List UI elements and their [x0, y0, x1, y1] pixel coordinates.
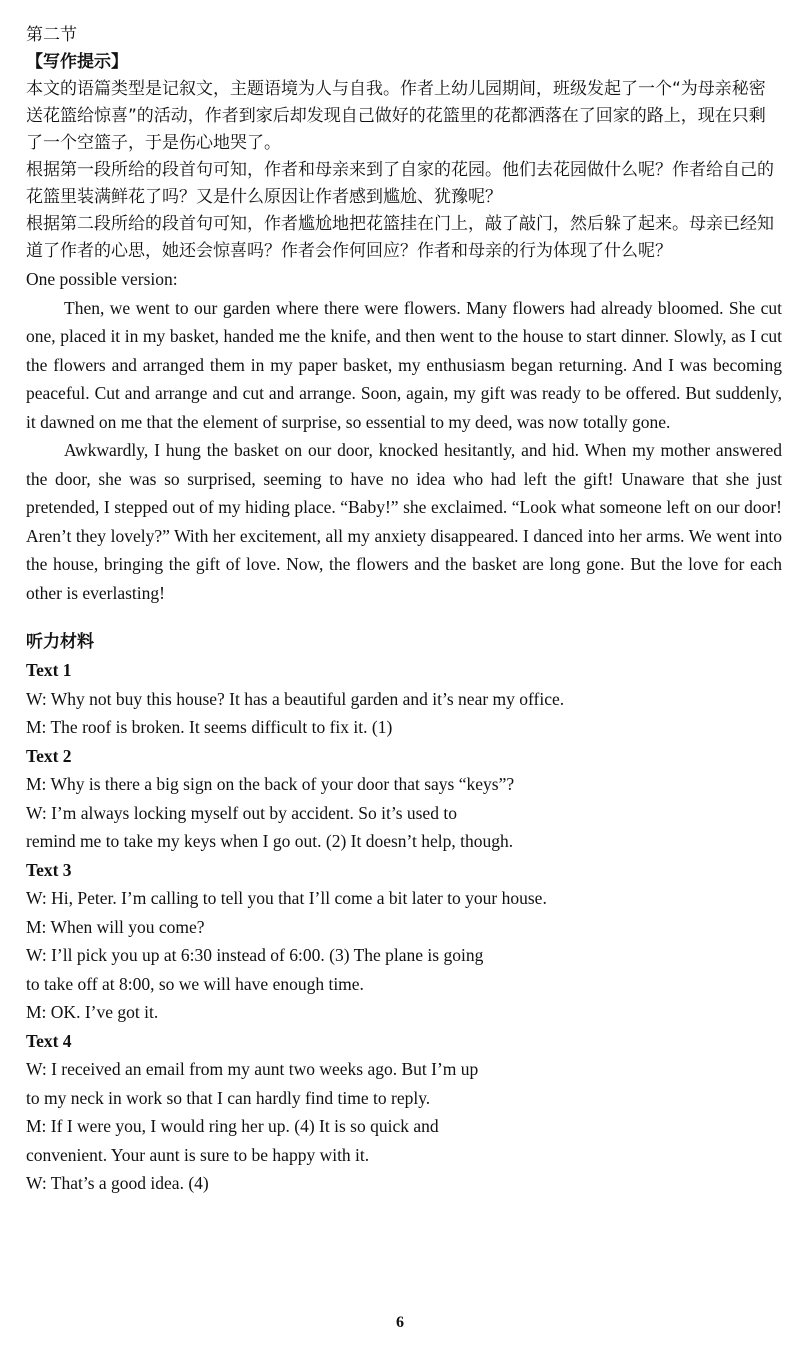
essay-paragraph-2: Awkwardly, I hung the basket on our door, knocked hesitantly, and hid. When my mother answered the door, she was so surprised, seeming to have no idea who had left the gift! Unaware that she just pretended, I stepped out of my hiding place. “Baby!” she exclaimed. “Look what someone left on our door! Aren’t they lovely?” With her excitement, all my anxiety disappeared. I danced into her arms. We went into the house, bringing the gift of love. Now, the flowers and the basket are long gone. But the love for each other is everlasting! — [26, 440, 782, 603]
essay-paragraph-1: Then, we went to our garden where there were flowers. Many flowers had already bloomed. She cut one, placed it in my basket, handed me the knife, and then went to the house to start dinner. Slowly, as I cut the flowers and arranged them in my paper basket, my enthusiasm began returning. And I was becoming peaceful. Cut and arrange and cut and arrange. Soon, again, my gift was ready to be offered. But suddenly, it dawned on me that the element of surprise, so essential to my deed, was now totally gone. — [26, 297, 782, 432]
section-title: 第二节 — [26, 25, 77, 45]
text-1-line: M: The roof is broken. It seems difficult to fix it. (1) — [26, 717, 393, 737]
text-3-label: Text 3 — [26, 859, 72, 880]
text-4-label: Text 4 — [26, 1030, 72, 1051]
text-4-line: W: That’s a good idea. (4) — [26, 1173, 209, 1193]
text-4-line: to my neck in work so that I can hardly find time to reply. — [26, 1087, 431, 1108]
text-3-line: W: Hi, Peter. I’m calling to tell you that I’ll come a bit later to your house. — [26, 888, 547, 908]
page-number: 6 — [396, 1314, 404, 1331]
version-label: One possible version: — [26, 269, 178, 289]
listening-material — [26, 629, 782, 1198]
hint-paragraph-2: 根据第一段所给的段首句可知，作者和母亲来到了自家的花园。他们去花园做什么呢？作者给自己的花篮里装满鲜花了吗？又是什么原因让作者感到尴尬、犹豫呢？ — [26, 160, 774, 207]
model-essay — [26, 294, 782, 608]
text-4-line: convenient. Your aunt is sure to be happy with it. — [26, 1144, 370, 1165]
text-2-line: M: Why is there a big sign on the back of your door that says “keys”? — [26, 774, 515, 794]
listening-title: 听力材料 — [26, 632, 94, 652]
hint-heading: 【写作提示】 — [26, 52, 128, 72]
text-4-line: W: I received an email from my aunt two weeks ago. But I’m up — [26, 1059, 479, 1079]
text-3-line: W: I’ll pick you up at 6:30 instead of 6:00. (3) The plane is going — [26, 945, 484, 965]
text-2-line: W: I’m always locking myself out by accident. So it’s used to — [26, 802, 457, 823]
text-1-label: Text 1 — [26, 660, 72, 680]
text-2-label: Text 2 — [26, 745, 72, 766]
text-3-line: to take off at 8:00, so we will have enough time. — [26, 973, 364, 994]
text-2-line: remind me to take my keys when I go out. (2) It doesn’t help, though. — [26, 831, 514, 851]
text-3-line: M: OK. I’ve got it. — [26, 1002, 159, 1022]
text-1-line: W: Why not buy this house? It has a beautiful garden and it’s near my office. — [26, 688, 565, 709]
hint-paragraph-1: 本文的语篇类型是记叙文，主题语境为人与自我。作者上幼儿园期间，班级发起了一个“为母亲秘密送花篮给惊喜”的活动，作者到家后却发现自己做好的花篮里的花都洒落在了回家的路上，现在只剩了一个空篮子，于是伤心地哭了。 — [26, 79, 766, 153]
text-3-line: M: When will you come? — [26, 916, 205, 937]
text-4-line: M: If I were you, I would ring her up. (4) It is so quick and — [26, 1116, 439, 1136]
hint-paragraph-3: 根据第二段所给的段首句可知，作者尴尬地把花篮挂在门上，敲了敲门，然后躲了起来。母亲已经知道了作者的心思，她还会惊喜吗？作者会作何回应？作者和母亲的行为体现了什么呢？ — [26, 214, 774, 261]
